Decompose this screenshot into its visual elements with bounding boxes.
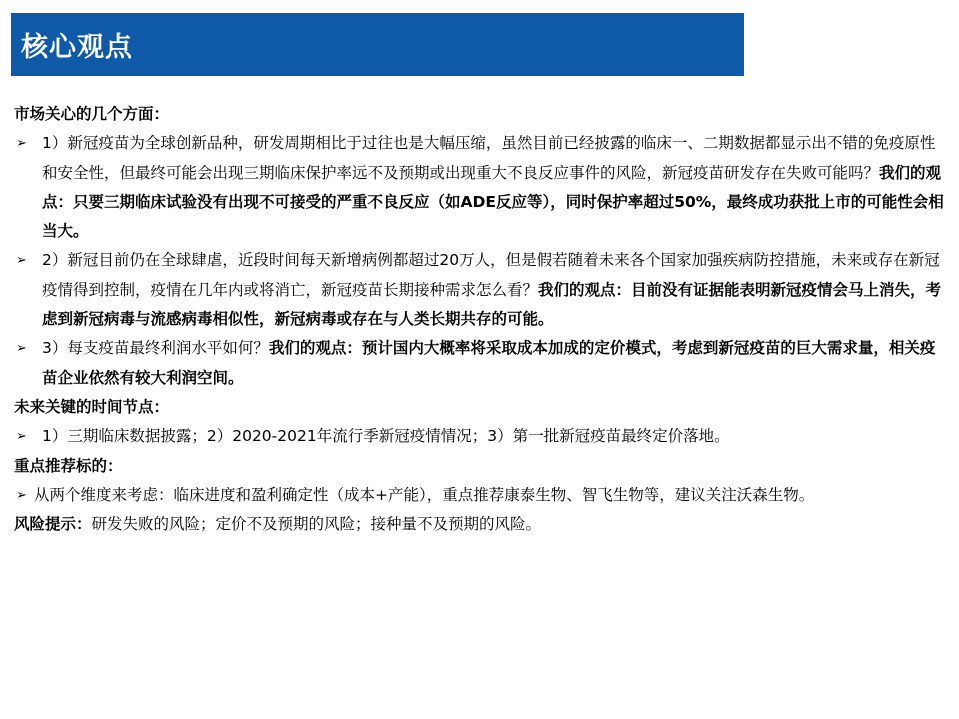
arrow-bullet-icon: ➢ (16, 136, 27, 152)
concern-2-view: 我们的观点：目前没有证据能表明新冠疫情会马上消失，考虑到新冠病毒与流感病毒相似性，新冠病毒或存在与人类长期共存的可能。 (42, 280, 942, 329)
recommend-text: 从两个维度来考虑：临床进度和盈利确定性（成本+产能），重点推荐康泰生物、智飞生物等，建议关注沃森生物。 (34, 485, 815, 504)
market-concerns-heading: 市场关心的几个方面： (14, 105, 170, 123)
market-concern-item-2 (14, 246, 944, 334)
concern-2-question: 2）新冠目前仍在全球肆虐，近段时间每天新增病例都超过20万人，但是假若随着未来各个国家加强疾病防控措施，未来或存在新冠疫情得到控制，疫情在几年内或将消亡，新冠疫苗长期接种需求怎么看？ (42, 251, 940, 299)
content-body (14, 100, 944, 539)
arrow-bullet-icon: ➢ (16, 253, 27, 269)
concern-3-view: 我们的观点：预计国内大概率将采取成本加成的定价模式，考虑到新冠疫苗的巨大需求量，相关疫苗企业依然有较大利润空间。 (42, 339, 936, 387)
risk-text: 研发失败的风险；定价不及预期的风险；接种量不及预期的风险。 (91, 515, 542, 534)
timeline-heading: 未来关键的时间节点： (14, 397, 170, 416)
recommend-item (14, 481, 944, 510)
market-concern-item-3 (14, 334, 944, 393)
risk-warning (14, 510, 944, 539)
concern-1-question: 1）新冠疫苗为全球创新品种，研发周期相比于过往也是大幅压缩，虽然目前已经披露的临床一、二期数据都显示出不错的免疫原性和安全性，但最终可能会出现三期临床保护率远不及预期或出现重大不良反应事件的风险，新冠疫苗研发存在失败可能吗？ (42, 134, 936, 182)
risk-label: 风险提示： (14, 515, 92, 534)
concern-1-view: 我们的观点：只要三期临床试验没有出现不可接受的严重不良反应（如ADE反应等），同时保护率超过50%，最终成功获批上市的可能性会相当大。 (42, 163, 944, 241)
market-concern-item-1 (14, 129, 944, 246)
arrow-bullet-icon: ➢ (16, 341, 27, 357)
timeline-item (14, 422, 944, 451)
timeline-text: 1）三期临床数据披露；2）2020-2021年流行季新冠疫情情况；3）第一批新冠疫苗最终定价落地。 (42, 427, 730, 446)
page-title: 核心观点 (21, 32, 133, 63)
arrow-bullet-icon: ➢ (16, 487, 27, 503)
arrow-bullet-icon: ➢ (16, 429, 27, 445)
recommend-heading: 重点推荐标的： (14, 456, 123, 475)
title-banner (11, 13, 744, 76)
concern-3-question: 3）每支疫苗最终利润水平如何？ (42, 339, 269, 358)
